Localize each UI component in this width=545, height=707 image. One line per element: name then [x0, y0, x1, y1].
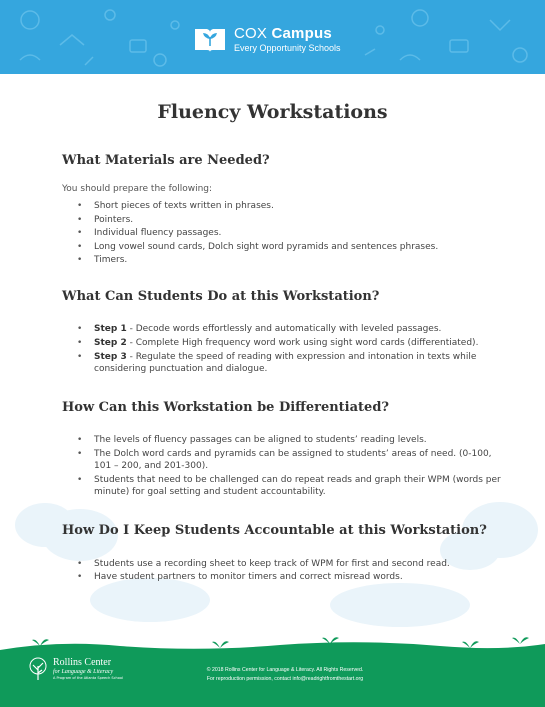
materials-list — [62, 200, 502, 266]
rollins-center-logo — [28, 657, 123, 681]
step-text: - Complete High frequency word work using sight word cards (differentiated). — [126, 338, 479, 348]
differentiation-list — [62, 434, 502, 498]
section-accountability — [62, 523, 512, 583]
list-item: • Timers. — [62, 254, 502, 266]
brand-name: COX Campus — [234, 24, 332, 42]
list-item: • Students that need to be challenged can do repeat reads and graph their WPM (words per minute) for goal setting and student accountability. — [62, 474, 502, 498]
step-text: - Decode words effortlessly and automatically with leveled passages. — [126, 324, 442, 334]
list-item: • The levels of fluency passages can be aligned to students’ reading levels. — [62, 434, 502, 446]
list-item: • Individual fluency passages. — [62, 227, 502, 239]
section-differentiation — [62, 400, 502, 498]
footer-brand-program: A Program of the Atlanta Speech School — [53, 675, 124, 680]
list-item: • Long vowel sound cards, Dolch sight word pyramids and sentences phrases. — [62, 241, 502, 253]
section-heading: How Do I Keep Students Accountable at this Workstation? — [62, 523, 487, 538]
copyright-text: © 2018 Rollins Center for Language & Literacy. All Rights Reserved. — [206, 667, 364, 673]
list-item — [62, 337, 502, 349]
footer-brand-name: Rollins Center — [53, 656, 112, 668]
header-banner — [0, 0, 545, 74]
step-text: - Regulate the speed of reading with expression and intonation in texts while considering punctuation and dialogue. — [94, 352, 477, 374]
tree-icon — [28, 657, 48, 681]
section-heading: How Can this Workstation be Differentiated? — [62, 400, 390, 415]
step-label: Step 3 — [94, 352, 127, 362]
cox-campus-logo — [192, 22, 341, 56]
section-student-tasks — [62, 289, 502, 375]
section-heading: What Can Students Do at this Workstation? — [62, 289, 380, 304]
footer-brand-subtitle: for Language & Literacy — [53, 668, 114, 675]
section-intro: You should prepare the following: — [62, 184, 213, 194]
permission-text: For reproduction permission, contact info@readrightfromthestart.org — [206, 676, 364, 682]
step-label: Step 2 — [94, 338, 127, 348]
list-item: • Pointers. — [62, 214, 502, 226]
book-sprout-icon — [192, 24, 228, 54]
footer-copyright-block — [150, 666, 420, 684]
page-title: Fluency Workstations — [157, 101, 388, 123]
accountability-list — [62, 558, 512, 583]
list-item: • Students use a recording sheet to keep track of WPM for first and second read. — [62, 558, 512, 570]
list-item — [62, 351, 502, 375]
list-item: • Short pieces of texts written in phrases. — [62, 200, 502, 212]
section-materials — [62, 153, 502, 266]
section-heading: What Materials are Needed? — [62, 153, 270, 168]
steps-list — [62, 323, 502, 375]
list-item — [62, 323, 502, 335]
step-label: Step 1 — [94, 324, 127, 334]
brand-tagline: Every Opportunity Schools — [234, 42, 341, 53]
list-item: • The Dolch word cards and pyramids can be assigned to students’ areas of need. (0-100, 101 – 200, and 201-300). — [62, 448, 502, 472]
list-item: • Have student partners to monitor timers and correct misread words. — [62, 571, 512, 583]
